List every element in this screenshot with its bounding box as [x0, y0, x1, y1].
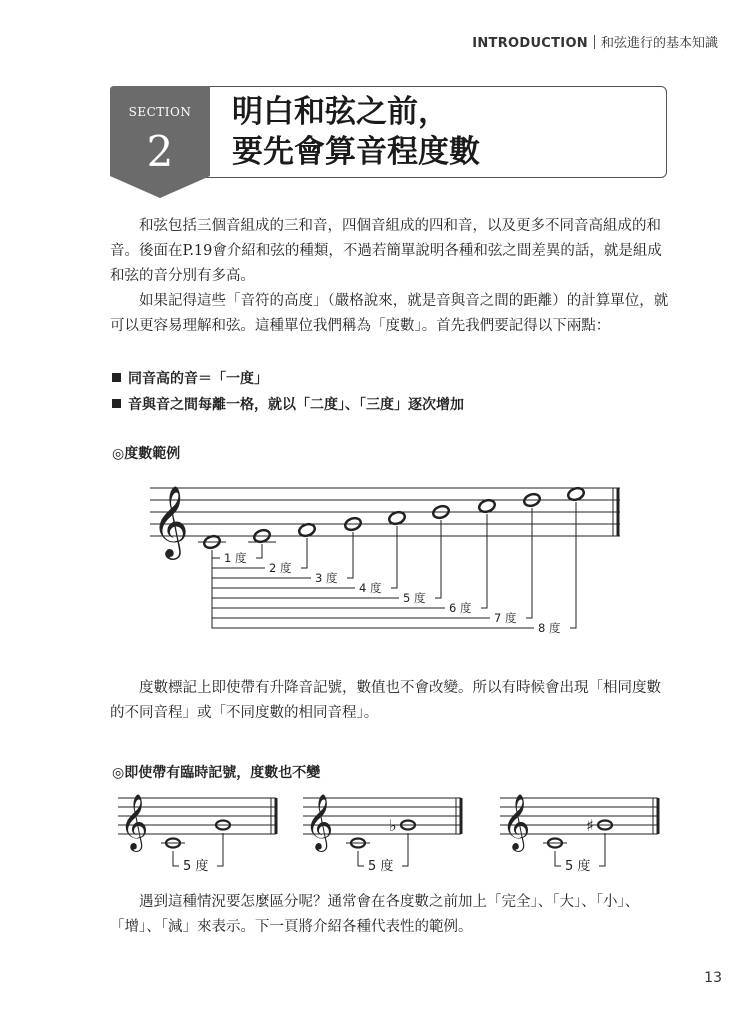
bullet-item: 同音高的音＝「一度」 — [112, 366, 464, 392]
paragraph-4: 遇到這種情況要怎麼區分呢？通常會在各度數之前加上「完全」、「大」、「小」、「增」、「減」來表示。下一頁將介紹各種代表性的範例。 — [110, 894, 640, 935]
page-number: 13 — [704, 970, 722, 986]
interval-label: 7 度 — [494, 611, 517, 625]
bullet-item: 音與音之間每離一格，就以「二度」、「三度」逐次增加 — [112, 392, 464, 418]
intro-text — [110, 214, 675, 339]
header-chapter: 和弦進行的基本知識 — [600, 36, 718, 51]
running-header — [472, 32, 718, 51]
accidental-example — [303, 794, 461, 874]
interval-label: 5 度 — [565, 859, 591, 874]
key-points — [112, 366, 464, 418]
accidental-example — [118, 794, 276, 874]
header-section: INTRODUCTION — [472, 36, 588, 51]
paragraph-1: 和弦包括三個音組成的三和音，四個音組成的四和音，以及更多不同音高組成的和音。後面在P.19會介紹和弦的種類，不過若簡單說明各種和弦之間差異的話，就是組成和弦的音分別有多高。 — [110, 218, 662, 284]
example2-heading: ◎即使帶有臨時記號，度數也不變 — [112, 765, 321, 781]
bullet-square-icon — [112, 399, 121, 408]
interval-label: 1 度 — [224, 551, 247, 565]
treble-clef-icon: 𝄞 — [305, 794, 334, 850]
page-title — [232, 92, 480, 172]
paragraph-3: 度數標記上即使帶有升降音記號，數值也不會改變。所以有時候會出現「相同度數的不同音程」或「不同度數的相同音程」。 — [110, 680, 661, 721]
accidental-text — [110, 676, 675, 726]
paragraph-2: 如果記得這些「音符的高度」（嚴格說來，就是音與音之間的距離）的計算單位，就可以更容易理解和弦。這種單位我們稱為「度數」。首先我們要記得以下兩點： — [110, 293, 669, 334]
example1-heading: ◎度數範例 — [112, 446, 181, 462]
interval-label: 2 度 — [269, 561, 292, 575]
title-line-1: 明白和弦之前， — [232, 94, 449, 130]
accidental-example — [500, 794, 658, 874]
interval-label: 3 度 — [315, 571, 338, 585]
sharp-icon: ♯ — [586, 816, 594, 835]
header-divider — [594, 35, 595, 49]
treble-clef-icon: 𝄞 — [502, 794, 531, 850]
interval-label: 4 度 — [359, 581, 382, 595]
interval-label: 5 度 — [183, 859, 209, 874]
section-label: SECTION — [128, 105, 192, 119]
section-tag — [110, 86, 210, 198]
bullet-square-icon — [112, 373, 121, 382]
interval-label: 5 度 — [403, 591, 426, 605]
interval-staff-example — [0, 470, 750, 650]
interval-label: 6 度 — [449, 601, 472, 615]
closing-text — [110, 890, 675, 940]
treble-clef-icon: 𝄞 — [120, 794, 149, 850]
interval-label: 5 度 — [368, 859, 394, 874]
flat-icon: ♭ — [389, 816, 397, 835]
interval-label: 8 度 — [538, 621, 561, 635]
treble-clef-icon: 𝄞 — [152, 484, 189, 557]
title-line-2: 要先會算音程度數 — [232, 134, 480, 170]
accidental-staff-examples — [0, 790, 750, 890]
section-number: 2 — [146, 127, 174, 176]
